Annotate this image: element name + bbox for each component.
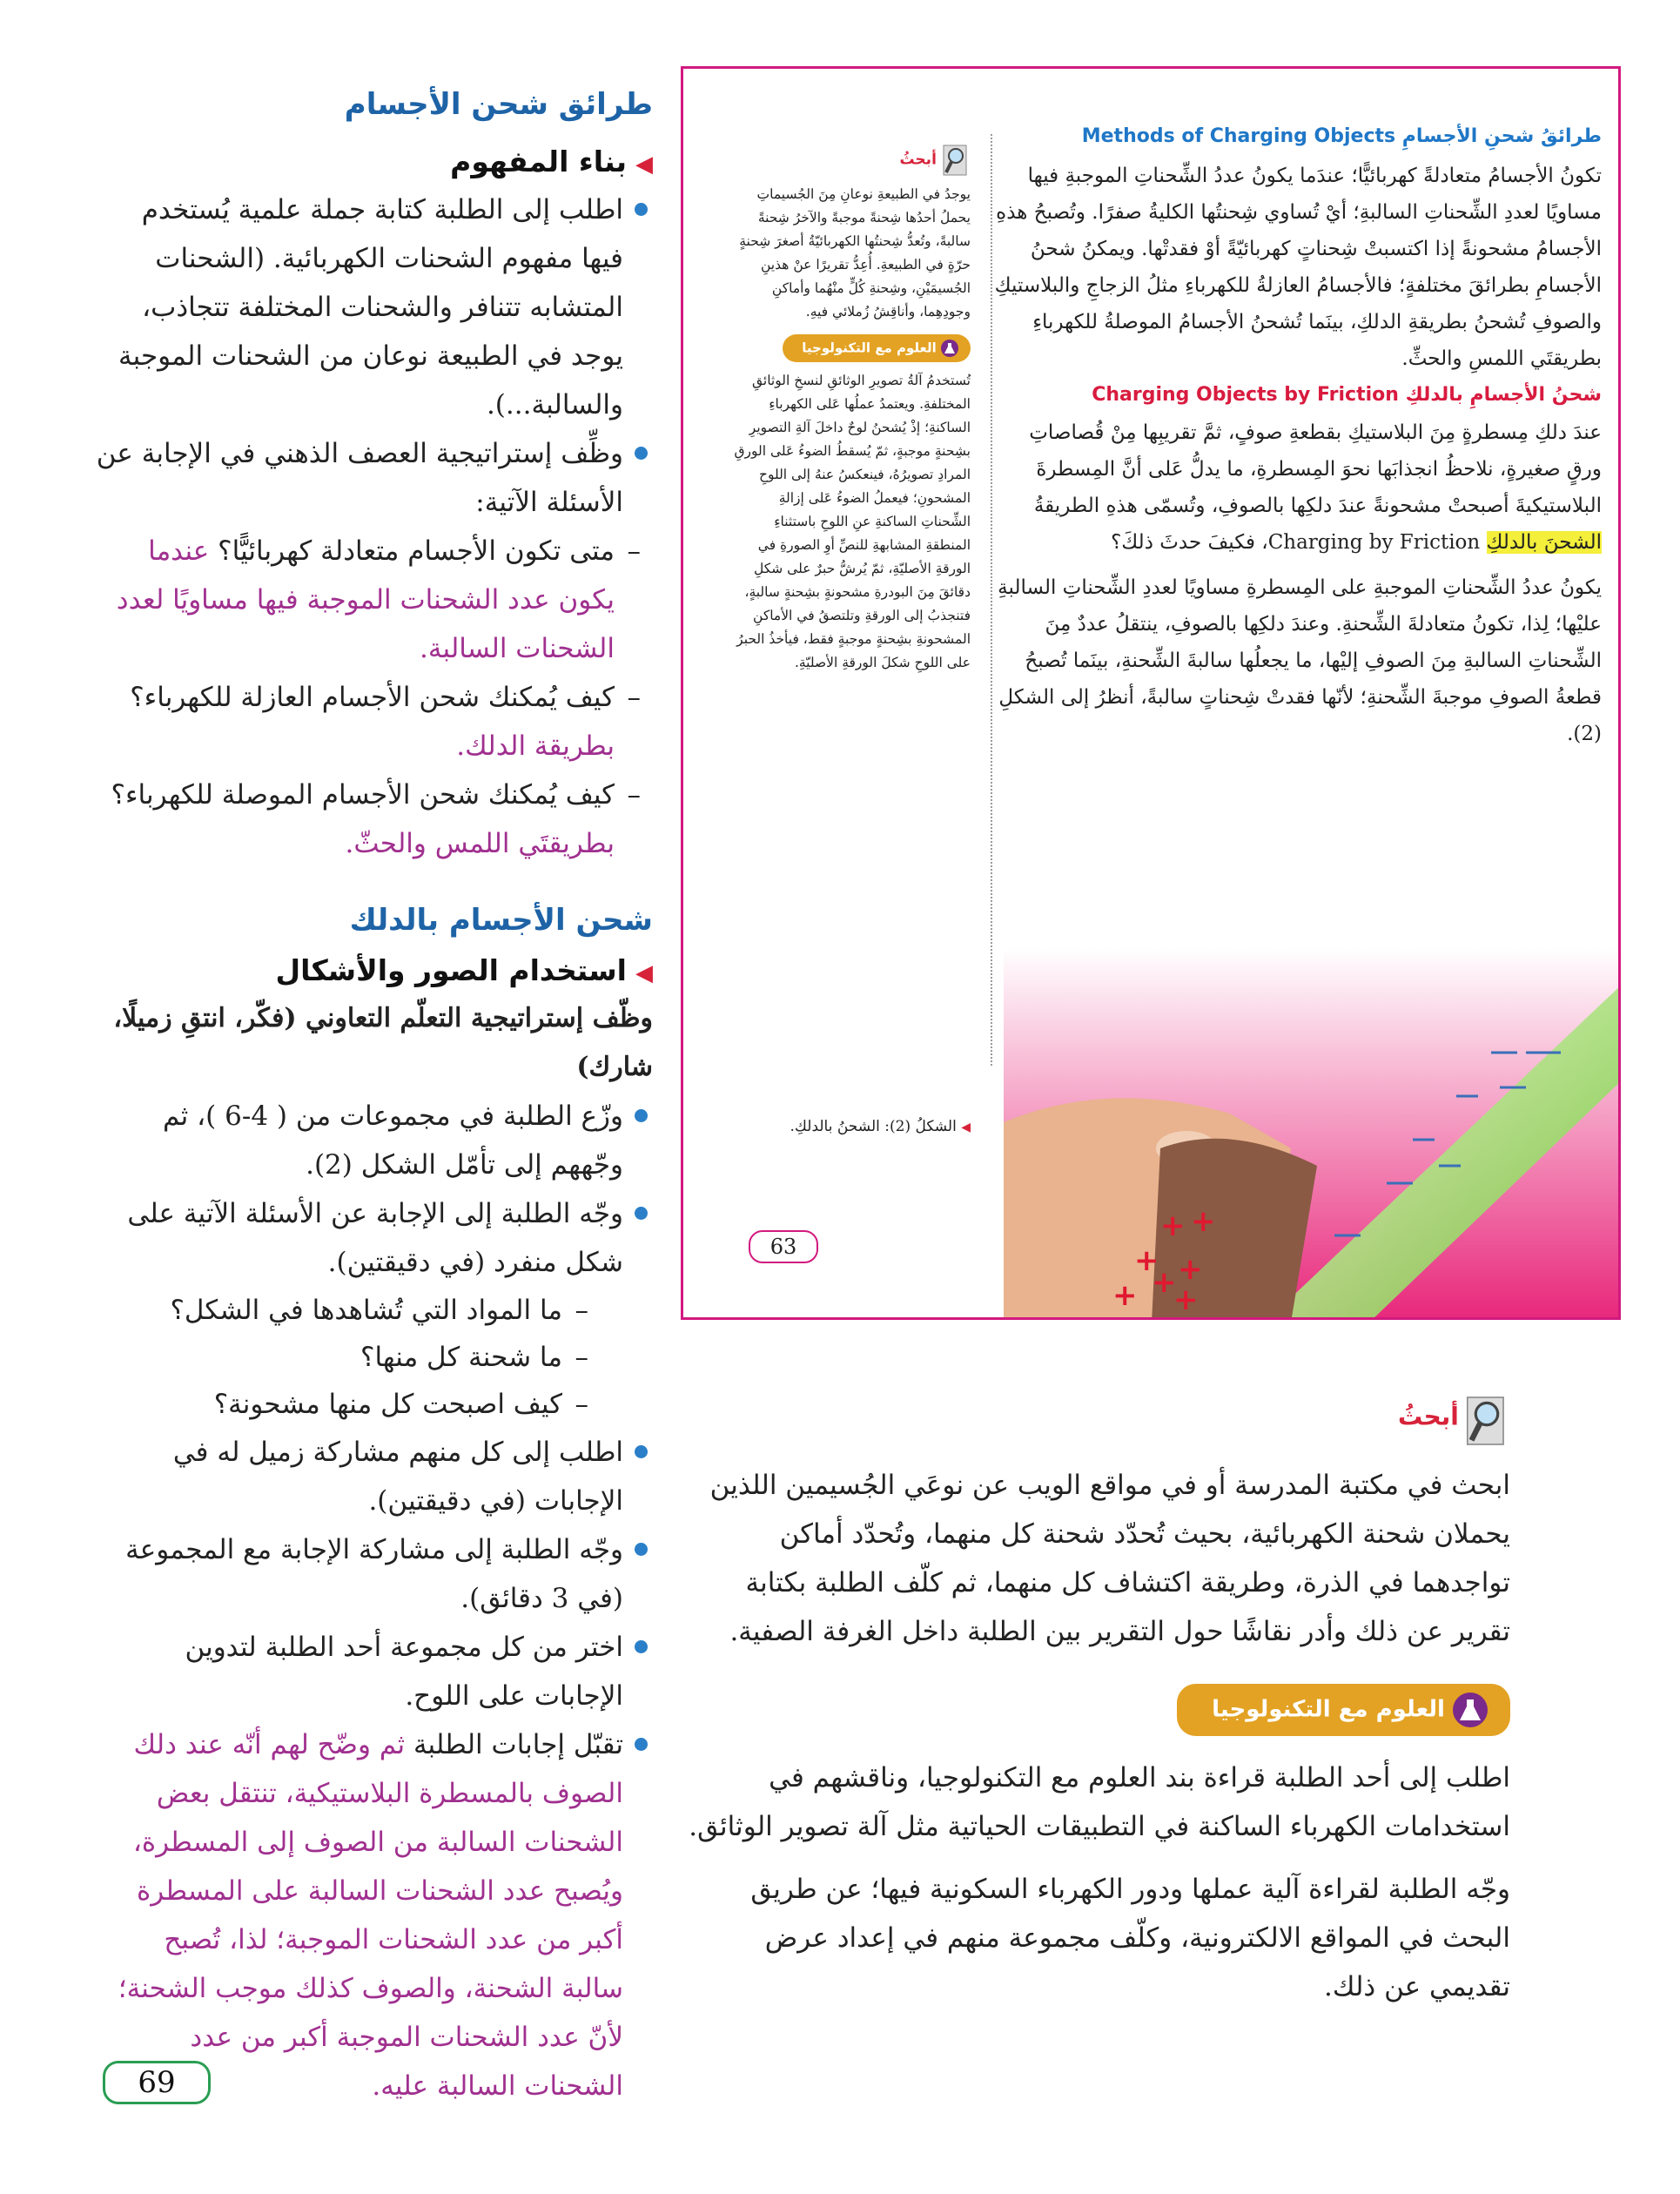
triangle-marker-icon: ◀	[635, 960, 653, 986]
dash-item: – ما المواد التي تُشاهدها في الشكل؟	[96, 1287, 592, 1334]
question-item	[96, 527, 644, 673]
magnifier-icon	[1463, 1393, 1510, 1449]
svg-text:+: +	[1152, 1265, 1177, 1300]
search-label: أبحثُ	[1397, 1402, 1459, 1431]
svg-text:+: +	[1178, 1252, 1203, 1287]
figure-caption-text: الشكلُ (2): الشحنُ بالدلكِ.	[790, 1118, 957, 1135]
book-title-methods	[992, 125, 1602, 147]
friction-photo	[1004, 948, 1621, 1320]
tech-header	[683, 1684, 1510, 1736]
triangle-marker-icon: ◀	[635, 151, 653, 178]
bullet-item: اختر من كل مجموعة أحد الطلبة لتدوين الإجابات على اللوح.	[96, 1623, 653, 1720]
book-title2-en: Charging Objects by Friction	[1092, 384, 1399, 406]
book-title-ar: طرائقُ شحنِ الأجسامِ	[1401, 125, 1602, 147]
textbook-main-column	[992, 125, 1602, 752]
answer-text: بطريقتَي اللمس والحثّ.	[345, 828, 615, 859]
page-number: 69	[103, 2061, 211, 2104]
images-heading-label: استخدام الصور والأشكال	[275, 953, 627, 987]
tech-label: العلوم مع التكنولوجيا	[1212, 1696, 1445, 1723]
caption-arrow-icon: ◀	[961, 1121, 971, 1134]
book-paragraph: تكونُ الأجسامُ متعادلةً كهربائيًّا؛ عندَما يكونُ عددُ الشِّحناتِ الموجبةِ فيها مساويًا لعددِ الشِّحناتِ السالبةِ؛ أيْ تُساوي شِحنتُها الكليةُ صفرًا. وتُصبحُ هذهِ الأجسامُ مشحونةً إذا اكتسبتْ شِحناتٍ كهربائيّةً أوْ فقدتْها. ويمكنُ شحنُ الأجسامِ بطرائقَ مختلفةٍ؛ فالأجسامُ العازلةُ للكهرباءِ مثلُ الزجاجِ والبلاستيكِ والصوفِ تُشحنُ بطريقةِ الدلكِ، بينَما تُشحنُ الأجسامُ الموصلةُ للكهرباءِ بطريقتَي اللمسِ والحثِّ.	[994, 165, 1602, 370]
figure-caption	[727, 1118, 971, 1135]
dash-item: – ما شحنة كل منها؟	[96, 1334, 592, 1381]
book-title-en: Methods of Charging Objects	[1081, 125, 1396, 147]
svg-text:+: +	[1160, 1208, 1186, 1243]
textbook-page-image	[681, 66, 1621, 1320]
question-text: كيف يُمكنك شحن الأجسام الموصلة للكهرباء؟	[111, 779, 615, 811]
svg-text:+: +	[1112, 1278, 1138, 1313]
question-text: متى تكون الأجسام متعادلة كهربائيًّا؟	[218, 535, 615, 567]
answer-text: بطريقة الدلك.	[456, 730, 615, 762]
tech-paragraph: اطلب إلى أحد الطلبة قراءة بند العلوم مع التكنولوجيا، وناقشهم في استخدامات الكهرباء الساكنة في التطبيقات الحياتية مثل آلة تصوير الوثائق.	[689, 1762, 1510, 1842]
book-paragraph: يكونُ عددُ الشِّحناتِ الموجبةِ على المِسطرةِ مساويًا لعددِ الشِّحناتِ السالبةِ عليْها؛ لِذا، تكونُ متعادلةَ الشِّحنةِ. وعندَ دلكِها بالصوفِ، ينتقلُ عددٌ مِنَ الشِّحناتِ السالبةِ مِنَ الصوفِ إليْها، ما يجعلُها سالبةَ الشِّحنةِ، بينَما تُصبحُ قطعةُ الصوفِ موجبةَ الشِّحنةِ؛ لأنّها فقدتْ شِحناتٍ سالبةً، أنظرُ إلى الشكلِ (2).	[998, 576, 1602, 745]
section-title-charging-methods: طرائق شحن الأجسام	[344, 87, 653, 122]
english-term: Charging by Friction	[1267, 531, 1481, 554]
section-title-friction: شحن الأجسام بالدلك	[349, 903, 653, 938]
search-header	[683, 1393, 1510, 1449]
highlighted-term: الشحنَ بالدلكِ	[1486, 531, 1602, 554]
bullet-item: اطلب إلى الطلبة كتابة جملة علمية يُستخدم فيها مفهوم الشحنات الكهربائية. (الشحنات المتشابه تتنافر والشحنات المختلفة تتجاذب، يوجد في الطبيعة نوعان من الشحنات الموجبة والسالبة...).	[96, 185, 653, 429]
svg-text:+: +	[1134, 1243, 1159, 1278]
bullet-item: وجّه الطلبة إلى مشاركة الإجابة مع المجموعة (في 3 دقائق).	[96, 1525, 653, 1623]
bullet-item	[96, 1720, 653, 2110]
question-item	[96, 771, 644, 868]
textbook-page-number: 63	[749, 1230, 818, 1263]
concept-heading-label: بناء المفهوم	[450, 145, 627, 178]
flask-icon	[1453, 1693, 1488, 1727]
search-label: أبحثُ	[899, 151, 937, 169]
tech-box-header	[727, 334, 971, 362]
search-text: يوجدُ في الطبيعةِ نوعانِ مِنَ الجُسيماتِ يحملُ أحدُها شِحنةً موجبةً والآخرُ شِحنةً سالبةً، وتُعدُّ شِحنتُها الكهربائيّةُ أصغرَ شِحنةٍ حرّةٍ في الطبيعةِ. أُعِدُّ تقريرًا عنْ هذينِ الجُسيمَيْنِ، وشِحنةِ كُلٍّ منْهُما وأماكنِ وجودِهِما، وأناقِشُ زُملائي فيهِ.	[739, 186, 971, 320]
svg-text:+: +	[1191, 1204, 1216, 1239]
flask-icon	[941, 340, 958, 357]
book-text: ، فكيفَ حدثَ ذلكَ؟	[1111, 531, 1268, 554]
dash-item: – كيف اصبحت كل منها مشحونة؟	[96, 1381, 592, 1428]
tech-pill	[1177, 1684, 1510, 1736]
tech-paragraph: وجّه الطلبة لقراءة آلية عملها ودور الكهرباء السكونية فيها؛ عن طريق البحث في المواقع الالكترونية، وكلّف مجموعة منهم في إعداد عرض تقديمي عن ذلك.	[750, 1874, 1510, 2002]
question-item	[96, 673, 644, 771]
question-text: كيف يُمكنك شحن الأجسام العازلة للكهرباء؟	[130, 682, 615, 713]
search-paragraph: ابحث في مكتبة المدرسة أو في مواقع الويب عن نوعَي الجُسيمين اللذين يحملان شحنة الكهربائية، بحيث تُحدّد شحنة كل منهما، وتُحدّد أماكن تواجدهما في الذرة، وطريقة اكتشاف كل منهما، ثم كلّف الطلبة بكتابة تقرير عن ذلك وأدر نقاشًا حول التقرير بين الطلبة داخل الغرفة الصفية.	[709, 1470, 1510, 1647]
answer-text: ثم وضّح لهم أنّه عند دلك الصوف بالمسطرة البلاستيكية، تنتقل بعض الشحنات السالبة من الصوف إلى المسطرة، ويُصبح عدد الشحنات السالبة على المسطرة أكبر من عدد الشحنات الموجبة؛ لذا، تُصبح سالبة الشحنة، والصوف كذلك موجب الشحنة؛ لأنّ عدد الشحنات الموجبة أكبر من عدد الشحنات السالبة عليه.	[118, 1729, 623, 2102]
teacher-guide-column	[96, 87, 653, 2110]
bullet-item: اطلب إلى كل منهم مشاركة زميل له في الإجابات (في دقيقتين).	[96, 1428, 653, 1525]
tech-pill	[783, 334, 971, 362]
images-heading	[96, 953, 653, 987]
bottom-notes	[683, 1393, 1510, 2011]
book-title-friction	[992, 384, 1602, 406]
strategy-line: وظّف إستراتيجية التعلّم التعاوني (فكّر، انتقِ زميلًا، شارك)	[113, 1003, 653, 1082]
answer-text: عندما يكون عدد الشحنات الموجبة فيها مساويًا لعدد الشحنات السالبة.	[116, 535, 615, 664]
search-box-header	[727, 143, 971, 178]
book-text: عندَ دلكِ مِسطرةٍ مِنَ البلاستيكِ بقطعةِ صوفٍ، ثمَّ تقريبِها مِنْ قُصاصاتِ ورقٍ صغيرةٍ، نلاحظُ انجذابَها نحوَ المِسطرةِ، ما يدلُّ عَلى أنَّ المِسطرةَ البلاستيكيةَ أصبحتْ مشحونةً عندَ دلكِها بالصوفِ، وتُسمّى هذهِ الطريقةُ	[1029, 421, 1602, 517]
concept-heading	[96, 145, 653, 178]
tech-text: تُستخدمُ آلةُ تصويرِ الوثائقِ لنسخِ الوثائقِ المختلفةِ. ويعتمدُ عملُها عَلى الكهرباءِ الساكنةِ؛ إذْ يُشحنُ لوحٌ داخلَ آلةِ التصويرِ بشِحنةٍ موجبةٍ، ثمّ يُسقطُ الضوءُ عَلى الورقِ المرادِ تصويرُهُ، فينعكسُ عنهُ إلى اللوحِ المشحونِ؛ فيعملُ الضوءُ عَلى إزالةِ الشِّحناتِ الساكنةِ عنِ اللوحِ باستثناءِ المنطقةِ المشابهةِ للنصِّ أوِ الصورةِ في الورقةِ الأصليّةِ، ثمّ يُرشُّ حبرٌ على شكلِ دقائقَ مِنَ البودرةِ مشحونةٍ بشِحنةٍ سالبةٍ، فتنجذبُ إلى الورقةِ وتلتصقُ في الأماكنِ المشحونةِ بشِحنةٍ موجبةٍ فقط، فيأخذُ الحبرُ على اللوحِ شكلَ الورقةِ الأصليّةِ.	[734, 373, 971, 670]
svg-text:+: +	[1173, 1282, 1199, 1317]
magnifier-icon	[941, 143, 971, 178]
bullet-item: وظِّف إستراتيجية العصف الذهني في الإجابة عن الأسئلة الآتية:	[96, 429, 653, 527]
bullet-text: تقبّل إجابات الطلبة	[413, 1729, 623, 1760]
book-paragraph	[992, 414, 1602, 561]
tech-label: العلوم مع التكنولوجيا	[802, 340, 937, 356]
book-title2-ar: شحنُ الأجسامِ بالدلكِ	[1405, 384, 1602, 406]
bullet-item: وجّه الطلبة إلى الإجابة عن الأسئلة الآتية على شكل منفرد (في دقيقتين).	[96, 1189, 653, 1287]
column-divider	[991, 134, 992, 1066]
textbook-side-column	[727, 143, 971, 675]
bullet-item: وزّع الطلبة في مجموعات من ( 4-6 )، ثم وجّههم إلى تأمّل الشكل (2).	[96, 1092, 653, 1189]
